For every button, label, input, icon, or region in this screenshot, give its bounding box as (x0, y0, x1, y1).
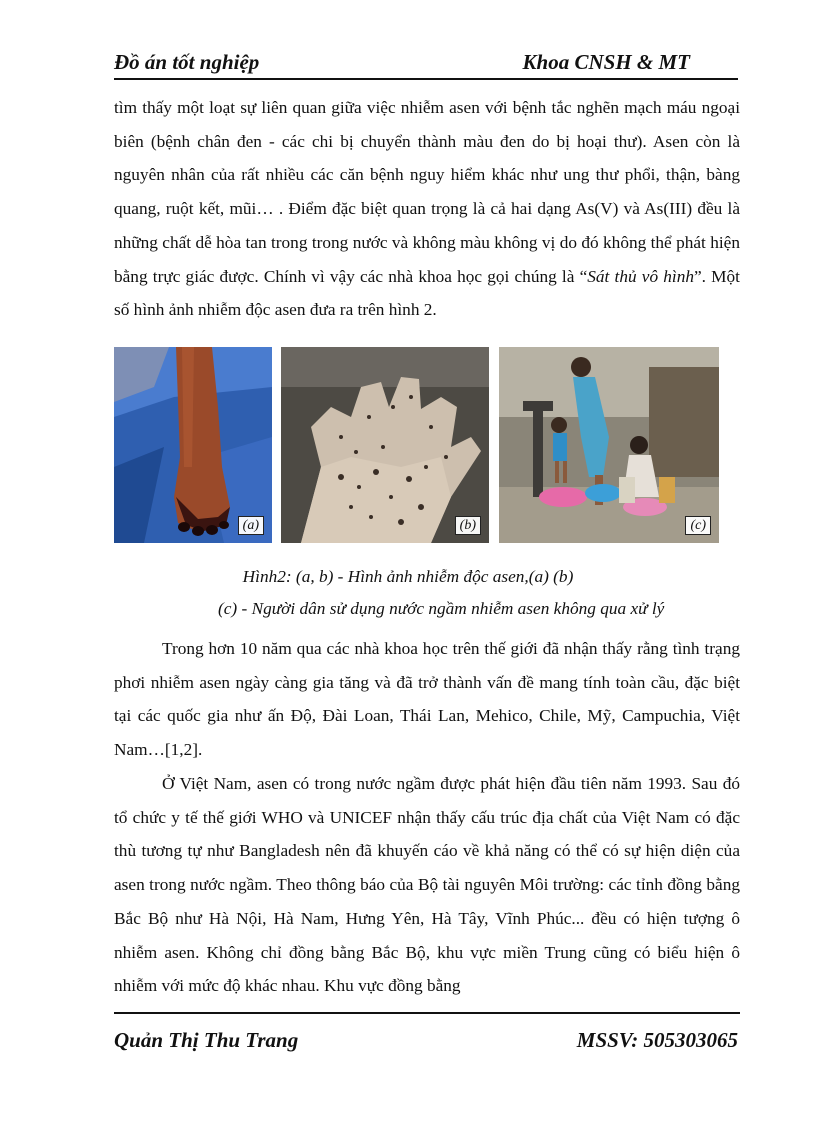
header-department: Khoa CNSH & MT (522, 50, 690, 74)
paragraph-1-text-end: ”. Một số hình ảnh nhiễm độc asen đưa ra trên hình 2. (114, 266, 740, 320)
figure-caption-line-2: (c) - Người dân sử dụng nước ngầm nhiễm asen không qua xử lý (218, 599, 665, 618)
photo-blackened-foot (114, 347, 272, 543)
body-paragraph-3: Ở Việt Nam, asen có trong nước ngầm được phát hiện đầu tiên năm 1993. Sau đó tổ chức y tế thế giới WHO và UNICEF nhận thấy cấu trúc địa chất của Việt Nam có đặc thù tương tự như Bangladesh nên đã khuyến cáo về khả năng có thể có sự hiện diện của asen trong nước ngầm. Theo thông báo của Bộ tài nguyên Môi trường: các tỉnh đồng bằng Bắc Bộ như Hà Nội, Hà Nam, Hưng Yên, Hà Tây, Vĩnh Phúc... đều có hiện tượng ô nhiễm asen. Không chỉ đồng bằng Bắc Bộ, khu vực miền Trung cũng có biểu hiện ô nhiễm với mức độ khác nhau. Khu vực đồng bằng (114, 774, 740, 996)
body-paragraph-1 (114, 91, 740, 327)
figure-label-a: (a) (238, 516, 264, 535)
figure-caption-line-1: Hình2: (a, b) - Hình ảnh nhiễm độc asen,(a) (b) (242, 567, 574, 586)
figure-2 (114, 347, 720, 545)
photo-lesioned-hand (281, 347, 489, 543)
footer-author: Quản Thị Thu Trang (114, 1028, 299, 1052)
figure-label-b: (b) (455, 516, 481, 535)
photo-villagers-groundwater (499, 347, 719, 543)
body-paragraph-2: Trong hơn 10 năm qua các nhà khoa học trên thế giới đã nhận thấy rằng tình trạng phơi nhiễm asen ngày càng gia tăng và đã trở thành vấn đề mang tính toàn cầu, đặc biệt tại các quốc gia như ấn Độ, Đài Loan, Thái Lan, Mehico, Chile, Mỹ, Campuchia, Việt Nam…[1,2]. (114, 639, 740, 760)
page-footer (114, 1012, 740, 1052)
paragraph-1-text: tìm thấy một loạt sự liên quan giữa việc nhiễm asen với bệnh tắc nghẽn mạch máu ngoại biên (bệnh chân đen - các chi bị chuyển thành màu đen do bị hoại thư). Asen còn là nguyên nhân của rất nhiều các căn bệnh nguy hiểm khác như ung thư phổi, thận, bàng quang, ruột kết, mũi… . Điểm đặc biệt quan trọng là cả hai dạng As(V) và As(III) đều là những chất dễ hòa tan trong trong nước và không màu không vị do đó không thể phát hiện bằng trực giác được. Chính vì vậy các nhà khoa học gọi chúng là “ (114, 98, 740, 286)
paragraph-1-emphasis: Sát thủ vô hình (587, 266, 694, 286)
page-header (114, 50, 738, 80)
footer-student-id: MSSV: 505303065 (576, 1028, 738, 1052)
figure-label-c: (c) (685, 516, 711, 535)
header-title: Đồ án tốt nghiệp (114, 50, 260, 74)
